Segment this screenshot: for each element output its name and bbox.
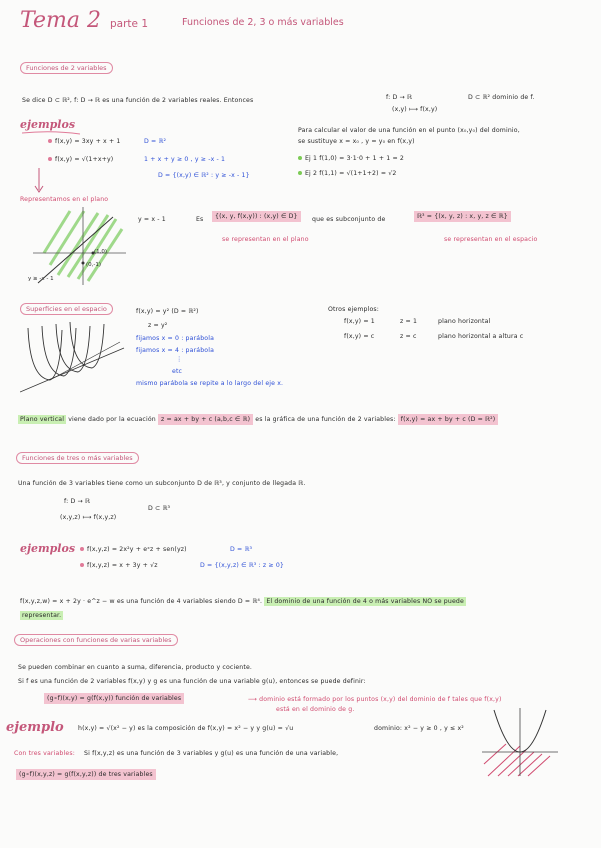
etc: etc [172,368,183,375]
section-box-superficies: Superficies en el espacio [20,303,113,315]
example-2: f(x,y) = √(1+x+y) [48,156,113,163]
example-4-variables: f(x,y,z,w) = x + 2y · e^z − w es una función de 4 variables siendo D = ℝ⁴. El dominio de una función de 4 o más variables NO se puede [20,598,464,605]
composition-formula: (g∘f)(x,y) = g(f(x,y)) función de variables [44,693,184,704]
surface-function: f(x,y) = y² (D = ℝ²) [136,308,199,315]
fix-x0: fijamos x = 0 : parábola [136,335,215,342]
three-var-composition: (g∘f)(x,y,z) = g(f(x,y,z)) de tres variables [16,769,156,780]
other-2c: plano horizontal a altura c [438,333,524,340]
other-1a: f(x,y) = 1 [344,318,375,325]
other-examples: Otros ejemplos: [328,306,380,313]
three-variables-heading: Con tres variables: [14,750,75,757]
example-4-variables-cont: representar. [22,612,62,619]
subset-text: que es subconjunto de [312,216,386,223]
represent-label: Representamos en el plano [20,196,109,203]
plane-note: se representan en el plano [222,236,309,243]
section-box-tres-variables: Funciones de tres o más variables [16,452,139,464]
down-arrow-icon [34,168,44,194]
part-label: parte 1 [110,18,149,30]
other-2b: z = c [400,333,417,340]
example-1-domain: D = ℝ² [144,138,167,145]
region-label: y ≥ -x - 1 [28,276,54,282]
section-box-2-variables: Funciones de 2 variables [20,62,113,74]
line-label: y = x - 1 [138,216,166,223]
graph-set: {(x, y, f(x,y)) : (x,y) ∈ D} [212,211,301,222]
vertical-plane-line: Plano vertical viene dado por la ecuación z = ax + by + c (a,b,c ∈ ℝ) es la gráfica de una función de 2 variables: f(x,y) = ax + by + c (D = ℝ²) [18,416,498,423]
plane-region-graph [28,205,128,287]
definition-text: Se dice D ⊂ ℝ², f: D → ℝ es una función de 2 variables reales. Entonces [22,97,254,104]
ejemplos-heading-2: ejemplos [20,542,76,555]
operations-line-1: Se pueden combinar en cuanto a suma, diferencia, producto y cociente. [18,664,253,671]
parabola-region-graph [480,706,560,778]
section-box-operaciones: Operaciones con funciones de varias variables [14,634,178,646]
ejemplo-heading: ejemplo [6,720,64,735]
ejemplos-underline [22,130,82,136]
domain-note: D ⊂ ℝ² dominio de f. [468,94,535,101]
domain3: D ⊂ ℝ³ [148,505,171,512]
fix-x4: fijamos x = 4 : parábola [136,347,215,354]
parabolic-surface-sketch [20,318,130,398]
map-line-1: f: D → ℝ [386,94,412,101]
operations-line-2: Si f es una función de 2 variables f(x,y) y g es una función de una variable g(u), entonces se puede definir: [18,678,366,685]
example-1: f(x,y) = 3xy + x + 1 [48,138,121,145]
def-3-variables: Una función de 3 variables tiene como un subconjunto D de ℝ³, y conjunto de llegada ℝ. [18,480,306,487]
header-subtitle: Funciones de 2, 3 o más variables [182,17,344,28]
composition-domain: dominio: x² − y ≥ 0 , y ≤ x² [374,725,464,732]
example-2-condition: 1 + x + y ≥ 0 , y ≥ -x - 1 [144,156,226,163]
surface-z: z = y² [148,322,168,329]
calc-text-2: se sustituye x = x₀ , y = y₀ en f(x,y) [298,138,415,145]
calc-text-1: Para calcular el valor de una función en el punto (x₀,y₀) del dominio, [298,127,520,134]
dots: ⋮ [176,356,183,363]
three-variables-text: Si f(x,y,z) es una función de 3 variables y g(u) es una función de una variable, [84,750,339,757]
r3-set: ℝ³ = {(x, y, z) : x, y, z ∈ ℝ} [414,211,511,222]
example3-1: f(x,y,z) = 2x²y + eˣz + sen(yz) [80,546,187,553]
other-1c: plano horizontal [438,318,491,325]
parabola-repeat: mismo parábola se repite a lo largo del eje x. [136,380,284,387]
page-title: Tema 2 [20,8,101,33]
eval-example-2: Ej 2 f(1,1) = √(1+1+2) = √2 [298,170,396,177]
composition-note-2: está en el dominio de g. [276,706,355,713]
point-0-neg1: (0,-1) [86,262,102,268]
composition-note-1: ⟶ dominio está formado por los puntos (x,y) del dominio de f tales que f(x,y) [248,696,502,703]
composition-example: h(x,y) = √(x² − y) es la composición de f(x,y) = x² − y y g(u) = √u [78,725,294,732]
example3-2-domain: D = {(x,y,z) ∈ ℝ³ : z ≥ 0} [200,562,285,569]
map-line-2: (x,y) ⟼ f(x,y) [392,106,438,113]
eval-example-1: Ej 1 f(1,0) = 3·1·0 + 1 + 1 = 2 [298,155,404,162]
other-1b: z = 1 [400,318,418,325]
map3-line-1: f: D → ℝ [64,498,90,505]
map3-line-2: (x,y,z) ⟼ f(x,y,z) [60,514,117,521]
example3-1-domain: D = ℝ³ [230,546,253,553]
example3-2: f(x,y,z) = x + 3y + √z [80,562,158,569]
point-1-0: (1,0) [94,249,108,255]
es-word: Es [196,216,204,223]
space-note: se representan en el espacio [444,236,538,243]
ejemplos-heading: ejemplos [20,118,76,131]
example-2-domain: D = {(x,y) ∈ ℝ² : y ≥ -x - 1} [158,172,250,179]
other-2a: f(x,y) = c [344,333,375,340]
